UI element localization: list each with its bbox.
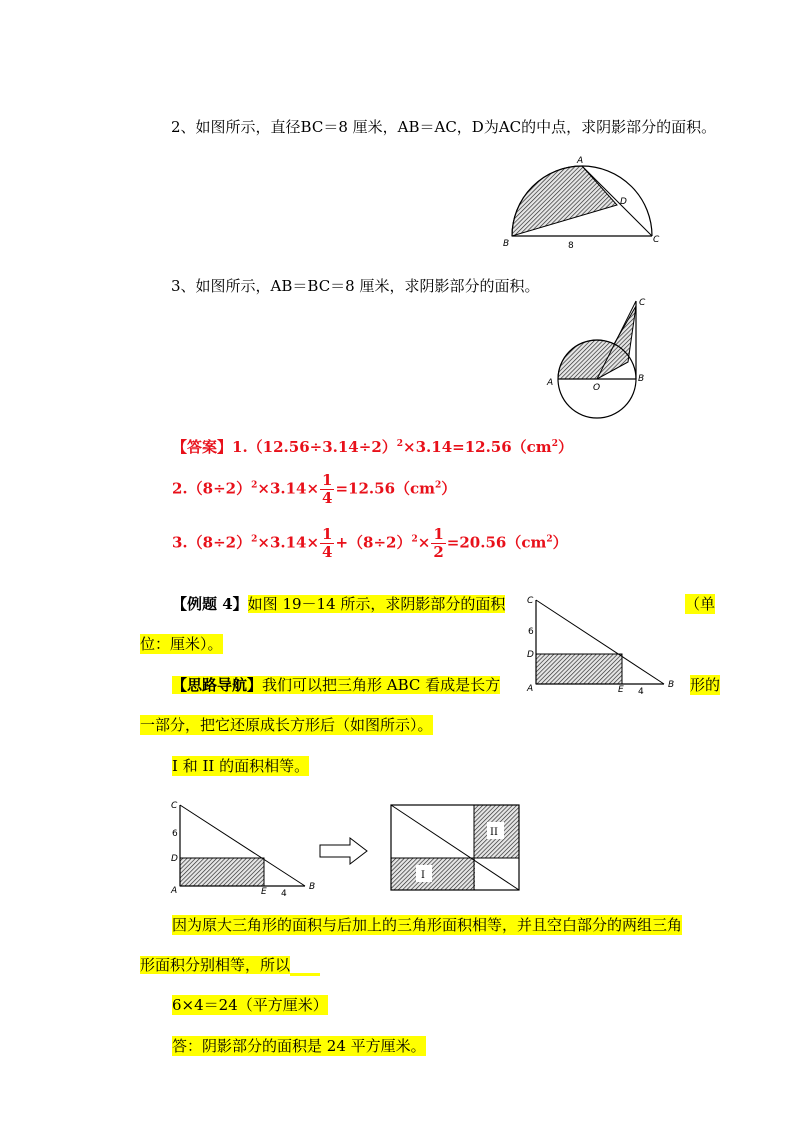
guide-line-5: 形面积分别相等，所以 [140, 955, 320, 976]
figure-semicircle-2 [500, 152, 670, 252]
fraction-one-half: $\frac{1}{2}$ [433, 525, 444, 561]
label-A: A [527, 684, 534, 694]
label-length: 8 [568, 241, 574, 251]
label-I: I [421, 870, 425, 881]
problem-3-text: 3、如图所示，AB＝BC＝8 厘米，求阴影部分的面积。 [171, 277, 540, 295]
figure-circle-3 [542, 295, 652, 425]
example-4-heading: 【例题 4】如图 19－14 所示，求阴影部分的面积 [172, 595, 506, 613]
label-II: II [490, 827, 498, 838]
label-six: 6 [528, 627, 534, 637]
label-C: C [653, 235, 660, 245]
guide-calc: 6×4＝24（平方厘米） [172, 996, 328, 1014]
label-A: A [577, 156, 584, 166]
label-D: D [171, 854, 178, 864]
guide-line-1-tail: 形的 [690, 676, 721, 694]
label-B: B [638, 374, 645, 384]
guide-answer: 答：阴影部分的面积是 24 平方厘米。 [172, 1037, 426, 1055]
label-B: B [668, 680, 675, 690]
label-B: B [309, 882, 316, 892]
label-C: C [639, 298, 646, 308]
fraction-one-quarter: $\frac{1}{4}$ [322, 525, 333, 561]
figure-triangle-left [165, 795, 325, 900]
label-four: 4 [281, 889, 287, 899]
label-E: E [618, 685, 624, 695]
label-O: O [593, 383, 601, 393]
label-D: D [527, 650, 534, 660]
figure-triangle-example-4 [520, 590, 690, 700]
problem-2-text: 2、如图所示，直径BC＝8 厘米，AB＝AC，D为AC的中点，求阴影部分的面积。 [171, 118, 717, 136]
guide-line-4: 因为原大三角形的面积与后加上的三角形面积相等，并且空白部分的两组三角 [172, 916, 683, 934]
label-A: A [547, 378, 554, 388]
answer-line-2: $2.(8\div 2)^2\times 3.14\times$ $\frac{1}{4}$ $=12.56(cm^2)$ [172, 471, 457, 507]
example-4-unit-a: （单 [685, 595, 716, 613]
label-D: D [620, 197, 627, 207]
answer-line-3: $3.(8\div 2)^2\times 3.14\times$ $\frac{1}{4}$ $+(8\div 2)^2\times$ $\frac{1}{2}$ $=20.56(cm^2)$ [172, 525, 568, 561]
guide-line-1: 【思路导航】我们可以把三角形 ABC 看成是长方 [172, 676, 501, 694]
answer-line-1: 【答案】$1.(12.56\div 3.14\div 2)^2\times 3.14=12.56(cm^2)$ [172, 438, 573, 456]
figure-rectangle-right [388, 802, 523, 894]
label-E: E [261, 887, 267, 897]
label-four: 4 [638, 687, 644, 697]
example-4-unit-b: 位：厘米）。 [140, 635, 223, 653]
fraction-one-quarter: $\frac{1}{4}$ [322, 471, 333, 507]
label-C: C [171, 801, 178, 811]
arrow-right-icon [318, 836, 370, 866]
label-six: 6 [172, 829, 178, 839]
label-A: A [171, 886, 178, 896]
guide-line-2: 一部分，把它还原成长方形后（如图所示）。 [140, 716, 433, 734]
label-B: B [503, 239, 510, 249]
label-C: C [527, 596, 534, 606]
guide-line-3: I 和 II 的面积相等。 [172, 757, 310, 775]
